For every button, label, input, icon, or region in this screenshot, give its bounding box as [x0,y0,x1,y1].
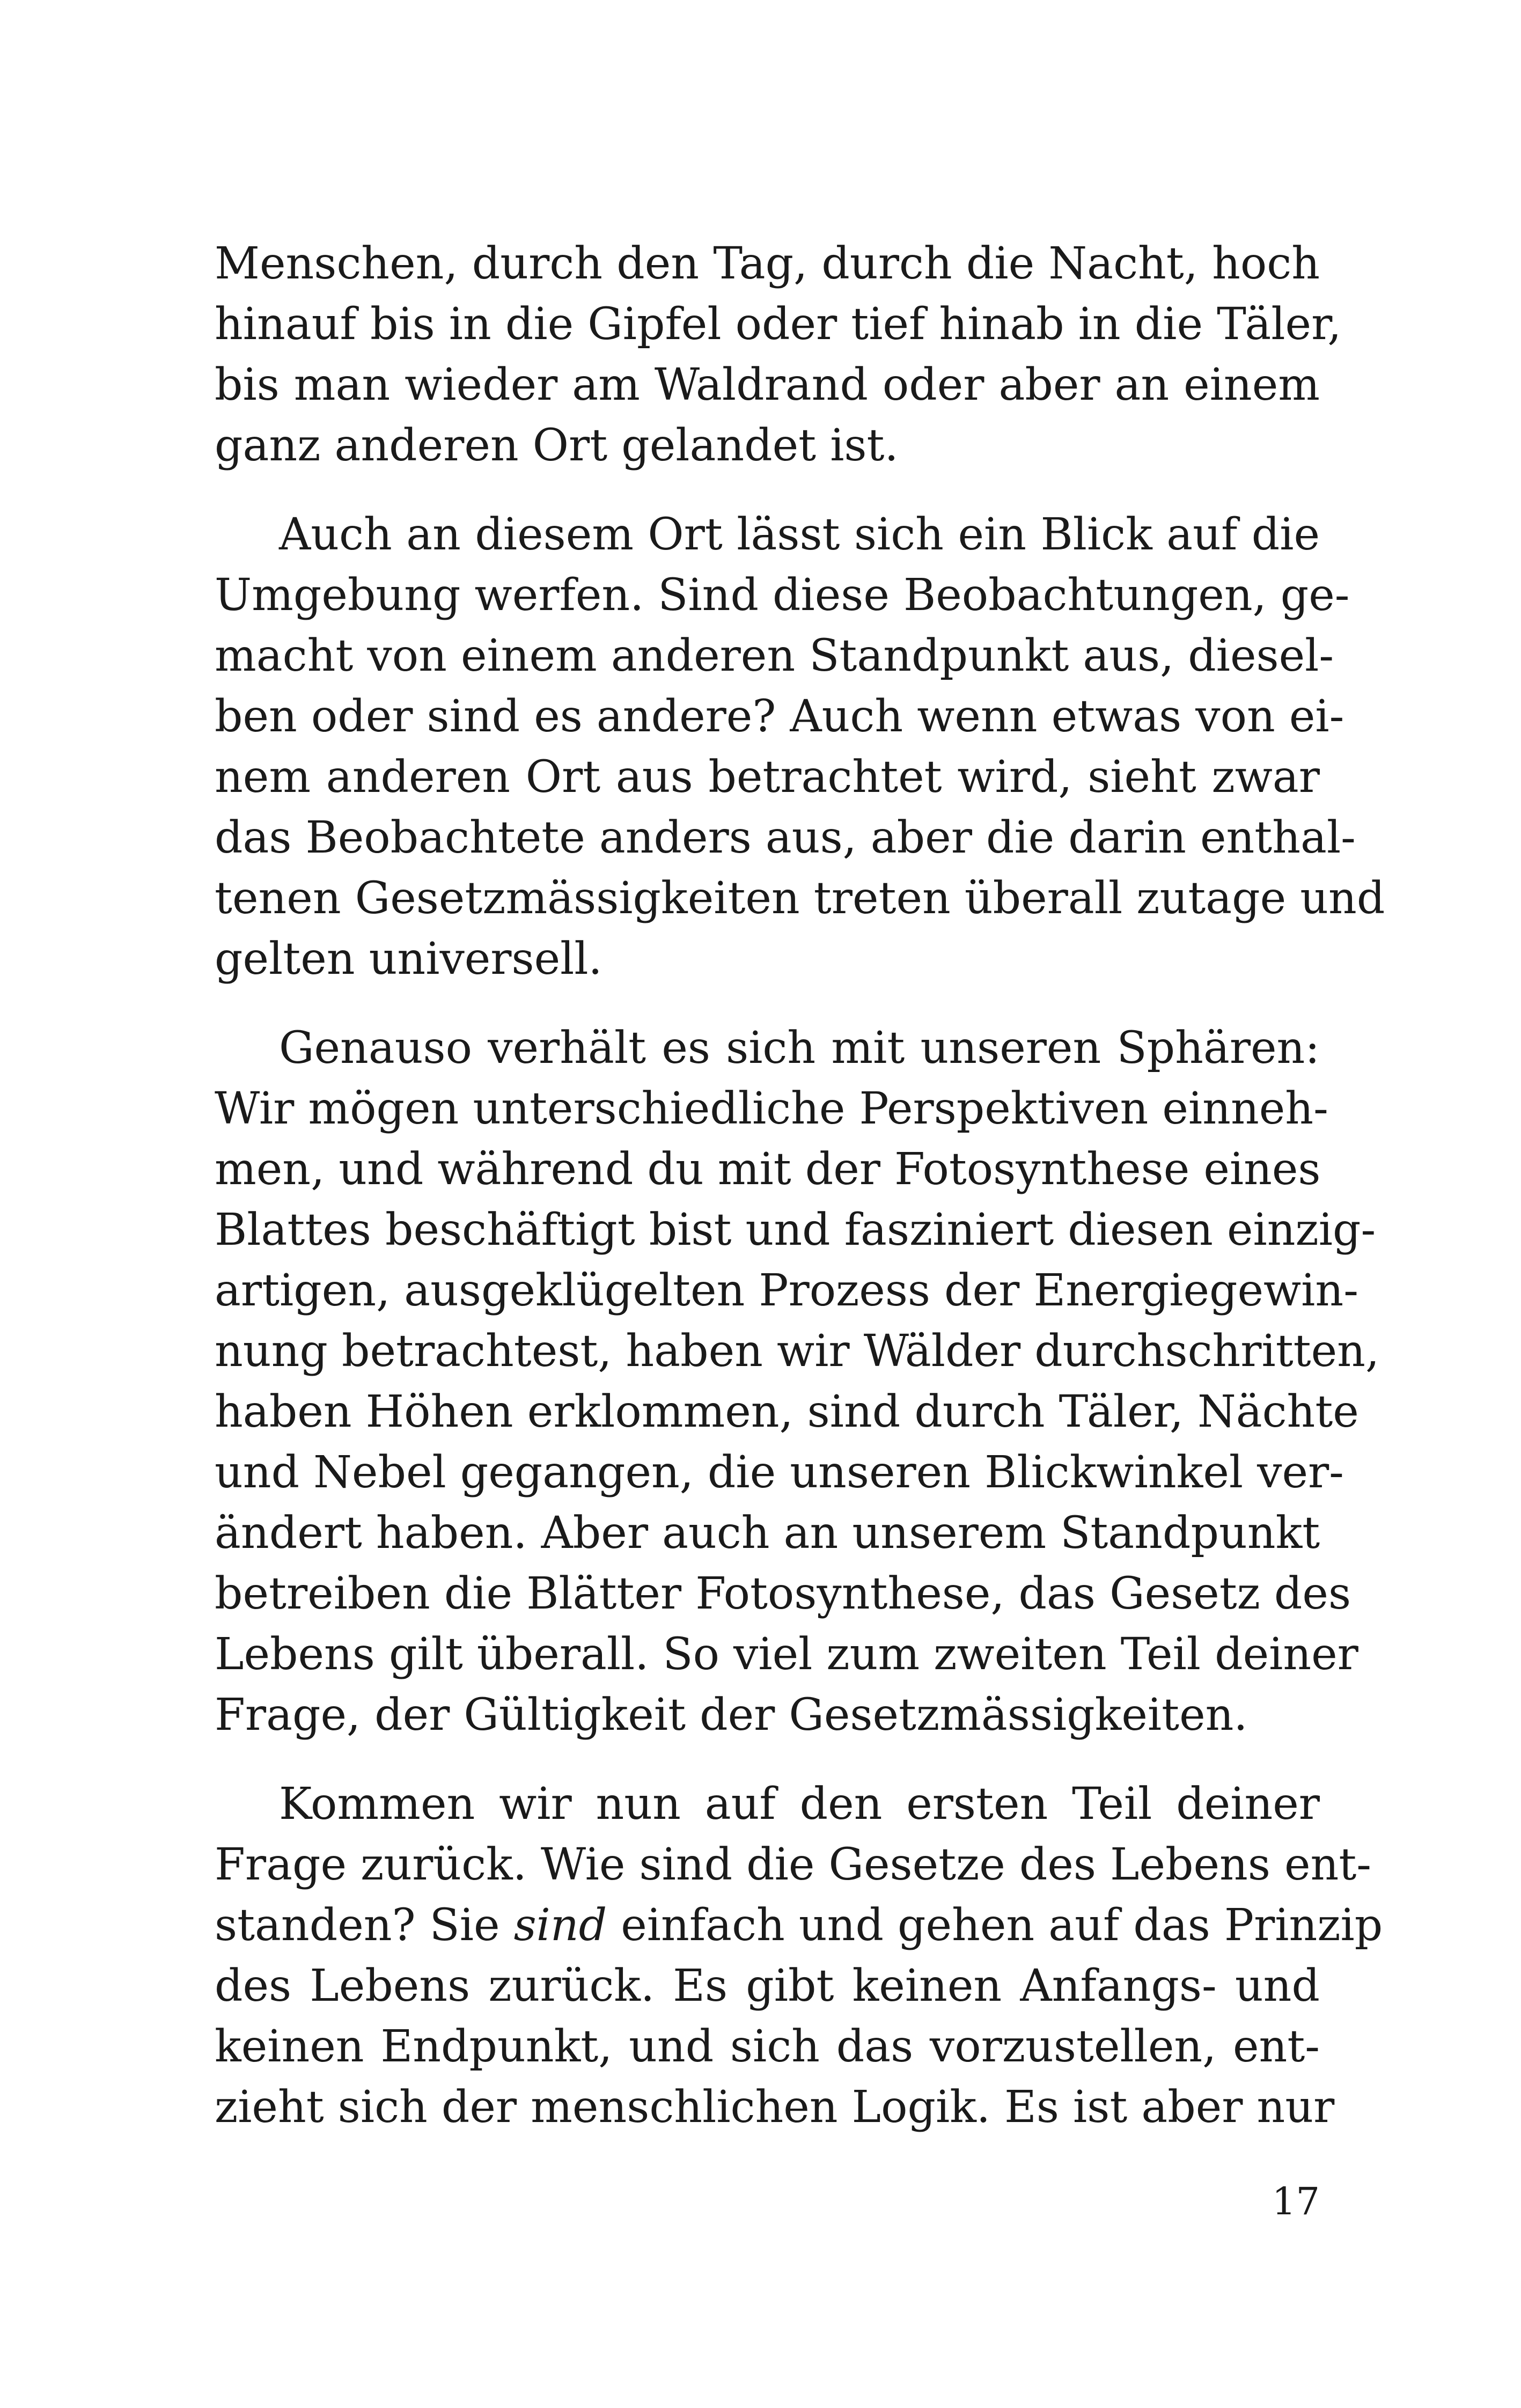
text-line: Lebens gilt überall. So viel zum zweiten Teil deiner [215,1629,1358,1680]
text-line: Umgebung werfen. Sind diese Beobachtungen, ge- [215,570,1350,621]
text-line: ganz anderen Ort gelandet ist. [215,420,899,471]
text-line: bis man wieder am Waldrand oder aber an einem [215,359,1320,410]
text-line: zieht sich der menschlichen Logik. Es ist aber nur [215,2082,1335,2133]
paragraph-gap [215,476,1320,504]
text-line: betreiben die Blätter Fotosynthese, das Gesetz des [215,1568,1351,1619]
text-line: Kommen wir nun auf den ersten Teil deiner [279,1779,1320,1830]
text-line: Auch an diesem Ort lässt sich ein Blick auf die [279,509,1320,560]
paragraph [215,233,1342,476]
text-line: Menschen, durch den Tag, durch die Nacht, hoch [215,238,1320,289]
text-line: standen? Sie sind einfach und gehen auf das Prinzip [215,1900,1383,1951]
text-line: ändert haben. Aber auch an unserem Standpunkt [215,1508,1320,1559]
text-line: Wir mögen unterschiedliche Perspektiven einneh- [215,1083,1328,1134]
text-line: ben oder sind es andere? Auch wenn etwas von ei- [215,691,1344,742]
page-number: 17 [1272,2179,1320,2223]
text-line: haben Höhen erklommen, sind durch Täler, Nächte [215,1386,1359,1437]
paragraph [215,1018,1380,1745]
text-line: Frage zurück. Wie sind die Gesetze des Lebens ent- [215,1839,1371,1890]
text-line: men, und während du mit der Fotosynthese eines [215,1144,1321,1195]
text-line: tenen Gesetzmässigkeiten treten überall zutage und [215,873,1385,924]
paragraph-gap [215,1745,1320,1774]
text-line: das Beobachtete anders aus, aber die darin enthal- [215,812,1356,863]
body-text [215,233,1385,2138]
text-line: macht von einem anderen Standpunkt aus, diesel- [215,630,1334,681]
text-line: Blattes beschäftigt bist und fasziniert diesen einzig- [215,1205,1376,1256]
text-line: nung betrachtest, haben wir Wälder durchschritten, [215,1326,1380,1377]
text-line: des Lebens zurück. Es gibt keinen Anfangs- und [215,1961,1320,2011]
text-line: und Nebel gegangen, die unseren Blickwinkel ver- [215,1447,1344,1498]
text-line: gelten universell. [215,934,602,985]
text-line: Genauso verhält es sich mit unseren Sphären: [279,1023,1320,1074]
paragraph [215,1774,1383,2138]
text-line: Frage, der Gültigkeit der Gesetzmässigkeiten. [215,1690,1248,1741]
text-line: keinen Endpunkt, und sich das vorzustellen, ent- [215,2021,1320,2072]
paragraph-gap [215,989,1320,1018]
text-line: artigen, ausgeklügelten Prozess der Energiegewin- [215,1265,1358,1316]
emphasized-word: sind [513,1900,607,1951]
paragraph [215,504,1385,989]
text-line: hinauf bis in die Gipfel oder tief hinab in die Täler, [215,299,1342,350]
text-line: nem anderen Ort aus betrachtet wird, sieht zwar [215,752,1320,803]
